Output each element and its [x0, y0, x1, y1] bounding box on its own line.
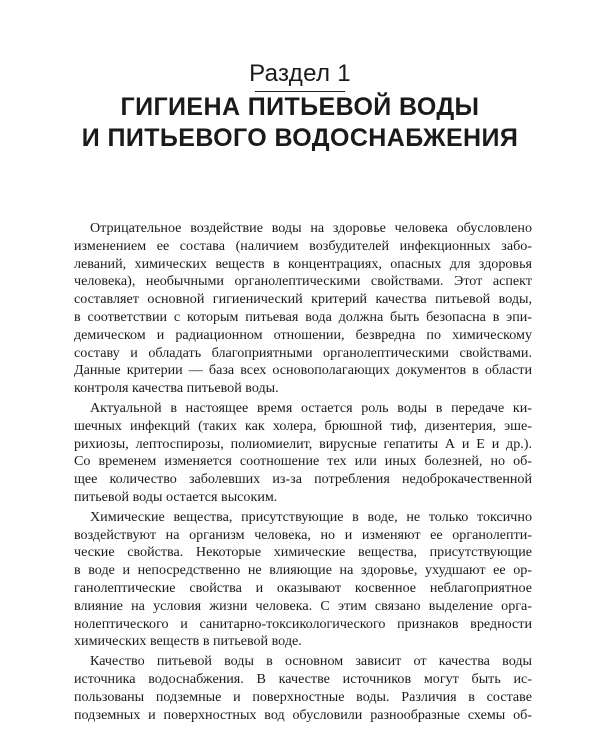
- text-line: источника водоснабжения. В качестве источников могут быть ис-: [74, 670, 532, 687]
- paragraph: [74, 400, 532, 507]
- text-line: Данные критерии — база всех основополагающих документов в области: [74, 362, 532, 379]
- paragraph: [74, 220, 532, 398]
- text-line: в соответствии с которым питьевая вода должна быть безопасна в эпи-: [74, 308, 532, 325]
- section-label: Раздел 1: [0, 60, 600, 92]
- text-line: изменением ее состава (наличием возбудителей инфекционных забо-: [74, 237, 532, 254]
- paragraph: [74, 653, 532, 724]
- text-line: щее количество заболевших из-за потребления недоброкачественной: [74, 471, 532, 488]
- text-line: питьевой воды остается высоким.: [74, 488, 278, 505]
- text-line: составляет основной гигиенический критерий качества питьевой воды,: [74, 291, 532, 308]
- text-line: составу и обладать благоприятными органолептическими свойствами.: [74, 344, 532, 361]
- text-line: подземных и поверхностных вод обусловили разнообразные схемы об-: [74, 706, 532, 723]
- text-line: ганолептические свойства и оказывают косвенное неблагоприятное: [74, 579, 532, 596]
- text-line: химических веществ в питьевой воде.: [74, 633, 302, 650]
- text-line: нолептического и санитарно-токсикологического признаков вредности: [74, 615, 532, 632]
- text-line: воздействуют на организм человека, но и изменяют ее органолепти-: [74, 526, 532, 543]
- text-line: Со временем изменяется соотношение тех или иных болезней, но об-: [74, 453, 532, 470]
- body-text: [74, 220, 532, 724]
- text-line: Химические вещества, присутствующие в воде, не только токсично: [90, 508, 532, 525]
- text-line: пользованы подземные и поверхностные воды. Различия в составе: [74, 688, 532, 705]
- paragraph: [74, 509, 532, 651]
- text-line: шечных инфекций (таких как холера, брюшной тиф, дизентерия, эше-: [74, 417, 532, 434]
- text-line: контроля качества питьевой воды.: [74, 380, 279, 397]
- chapter-title-line: ГИГИЕНА ПИТЬЕВОЙ ВОДЫ: [120, 93, 480, 121]
- text-line: Качество питьевой воды в основном зависит от качества воды: [90, 653, 532, 670]
- chapter-title-line: И ПИТЬЕВОГО ВОДОСНАБЖЕНИЯ: [81, 124, 519, 152]
- text-line: ческие свойства. Некоторые химические вещества, присутствующие: [74, 544, 532, 561]
- text-line: рихиозы, лептоспирозы, полиомиелит, вирусные гепатиты А и Е и др.).: [74, 435, 532, 452]
- text-line: человека), необычными органолептическими свойствами. Этот аспект: [74, 273, 532, 290]
- text-line: в воде и непосредственно не влияющие на здоровье, ухудшают ее ор-: [74, 562, 532, 579]
- text-line: леваний, химических веществ в концентрациях, опасных для здоровья: [74, 255, 532, 272]
- chapter-title: [0, 92, 600, 154]
- text-line: Отрицательное воздействие воды на здоровье человека обусловлено: [90, 220, 532, 236]
- text-line: демическом и радиационном отношении, безвредна по химическому: [74, 326, 532, 343]
- text-line: Актуальной в настоящее время остается роль воды в передаче ки-: [90, 399, 532, 416]
- text-line: влияние на условия жизни человека. С этим связано выделение орга-: [74, 597, 532, 614]
